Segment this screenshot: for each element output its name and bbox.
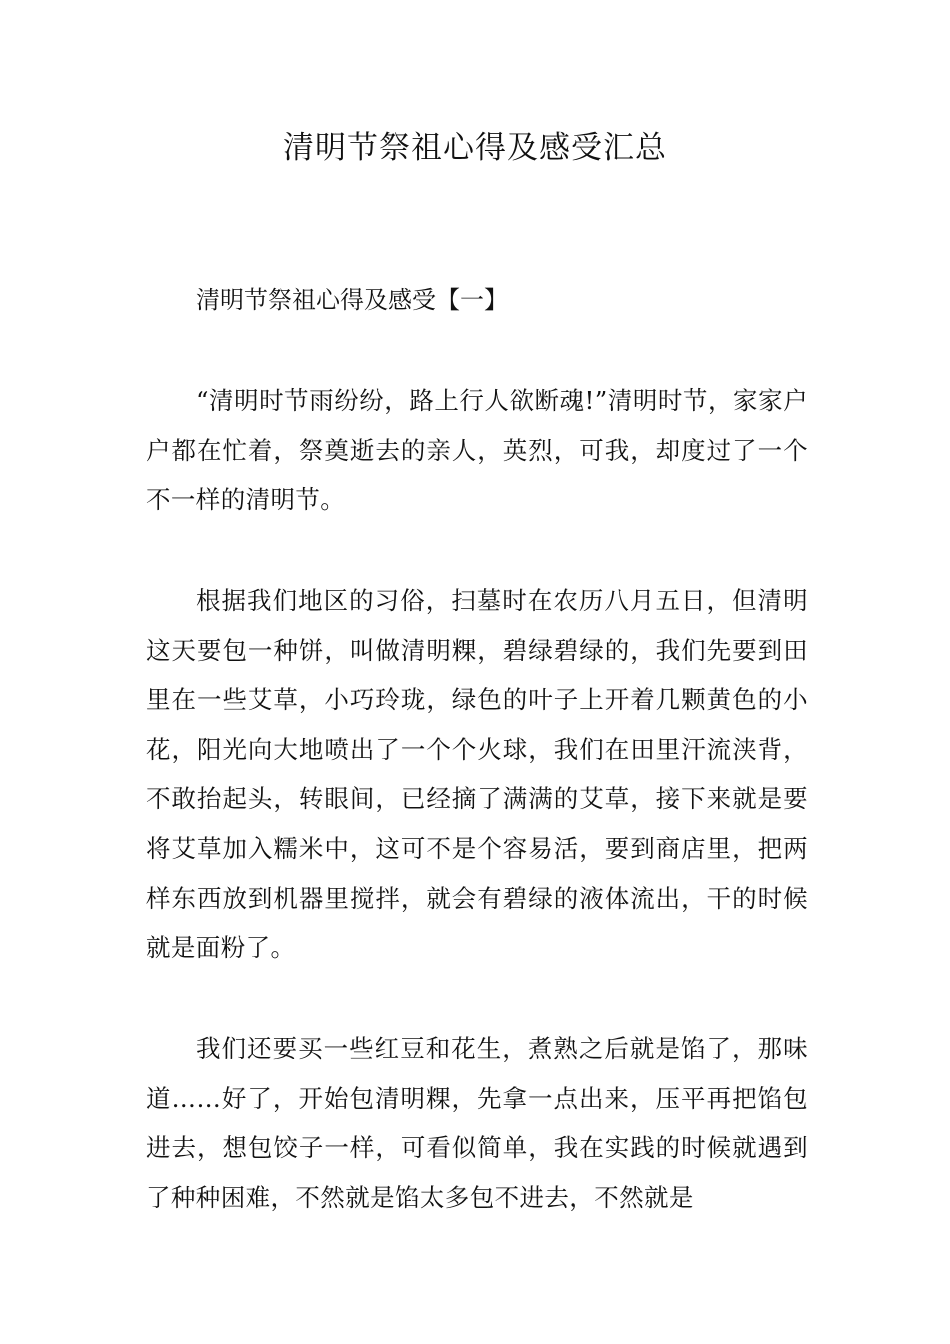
- paragraph-3: 我们还要买一些红豆和花生，煮熟之后就是馅了，那味道……好了，开始包清明粿，先拿一点出来，压平再把馅包进去，想包饺子一样，可看似简单，我在实践的时候就遇到了种种困难，不然就是馅太多包不进去，不然就是: [146, 1034, 808, 1212]
- section-heading: 清明节祭祖心得及感受【一】: [196, 286, 508, 314]
- paragraph-1: “清明时节雨纷纷，路上行人欲断魂!”清明时节，家家户户都在忙着，祭奠逝去的亲人，英烈，可我，却度过了一个不一样的清明节。: [146, 386, 808, 515]
- paragraph-2: 根据我们地区的习俗，扫墓时在农历八月五日，但清明这天要包一种饼，叫做清明粿，碧绿碧绿的，我们先要到田里在一些艾草，小巧玲珑，绿色的叶子上开着几颗黄色的小花，阳光向大地喷出了一个个火球，我们在田里汗流浃背，不敢抬起头，转眼间，已经摘了满满的艾草，接下来就是要将艾草加入糯米中，这可不是个容易活，要到商店里，把两样东西放到机器里搅拌，就会有碧绿的液体流出，干的时候就是面粉了。: [146, 586, 808, 963]
- document-title: 清明节祭祖心得及感受汇总: [283, 130, 667, 166]
